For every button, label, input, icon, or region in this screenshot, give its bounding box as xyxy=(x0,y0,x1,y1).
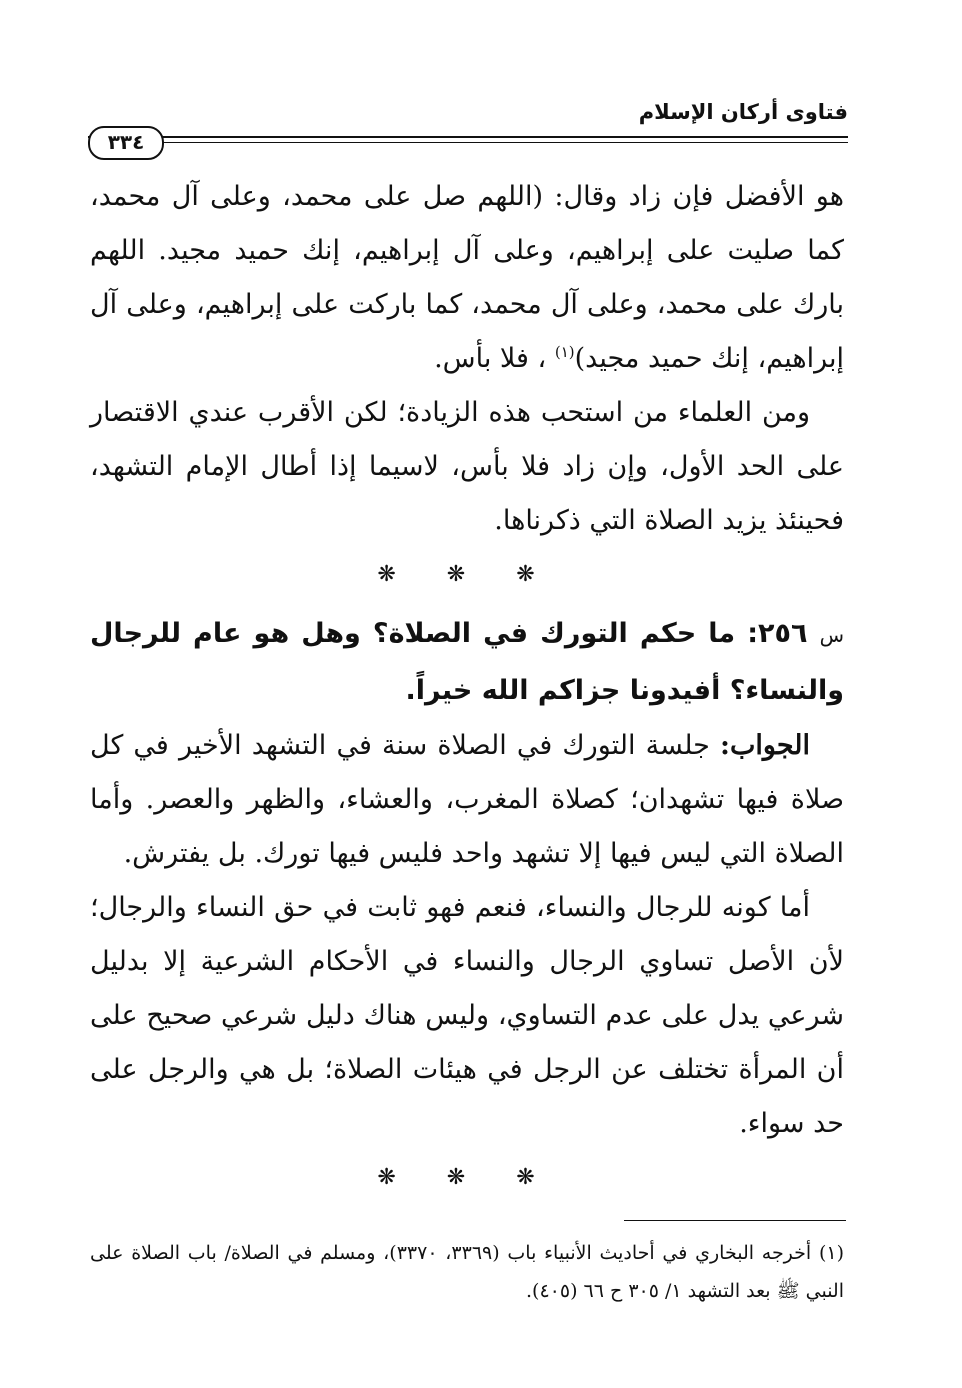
page-header xyxy=(88,96,848,156)
paragraph-1-text: هو الأفضل فإن زاد وقال: (اللهم صل على محمد، وعلى آل محمد، كما صليت على إبراهيم، وعلى آل إبراهيم، إنك حميد مجيد. اللهم بارك على محمد، وعلى آل محمد، كما باركت على إبراهيم، وعلى آل إبراهيم، إنك حميد مجيد) xyxy=(90,181,844,374)
footnote-rule xyxy=(624,1220,846,1221)
question-256 xyxy=(90,606,844,719)
answer-text-1: جلسة التورك في الصلاة سنة في التشهد الأخير في كل صلاة فيها تشهدان؛ كصلاة المغرب، والعشاء، والظهر والعصر. وأما الصلاة التي ليس فيها إلا تشهد واحد فليس فيها تورك. بل يفترش. xyxy=(90,730,844,869)
main-text xyxy=(90,170,844,1209)
paragraph-2: ومن العلماء من استحب هذه الزيادة؛ لكن الأقرب عندي الاقتصار على الحد الأول، وإن زاد فلا بأس، لاسيما إذا أطال الإمام التشهد، فحينئذ يزيد الصلاة التي ذكرناها. xyxy=(90,397,844,536)
paragraph-1-end: ، فلا بأس. xyxy=(434,343,547,374)
footnote-reference: (١) xyxy=(554,343,575,361)
question-label: س xyxy=(819,623,844,647)
header-rule-thin xyxy=(88,142,848,143)
running-title: فتاوى أركان الإسلام xyxy=(638,100,848,124)
header-rule-thick xyxy=(88,136,848,138)
footnote: (١) أخرجه البخاري في أحاديث الأنبياء باب (٣٣٦٩، ٣٣٧٠)، ومسلم في الصلاة/ باب الصلاة على النبي ﷺ بعد التشهد ١/ ٣٠٥ ح ٦٦ (٤٠٥). xyxy=(90,1242,844,1302)
answer-paragraph-2: أما كونه للرجال والنساء، فنعم فهو ثابت في حق النساء والرجال؛ لأن الأصل تساوي الرجال والنساء في الأحكام الشرعية إلا بدليل شرعي يدل على عدم التساوي، وليس هناك دليل شرعي صحيح على أن المرأة تختلف عن الرجل في هيئات الصلاة؛ بل هي والرجل على حد سواء. xyxy=(90,892,844,1139)
answer-label: الجواب: xyxy=(720,730,810,761)
section-separator: ❋ ❋ ❋ xyxy=(377,562,557,587)
answer-paragraph-1 xyxy=(90,719,844,881)
page-number: ٣٣٤ xyxy=(88,126,164,160)
section-separator-end: ❋ ❋ ❋ xyxy=(377,1165,557,1190)
question-text: ٢٥٦: ما حكم التورك في الصلاة؟ وهل هو عام للرجال والنساء؟ أفيدونا جزاكم الله خيراً. xyxy=(90,618,844,706)
paragraph-1 xyxy=(90,170,844,386)
